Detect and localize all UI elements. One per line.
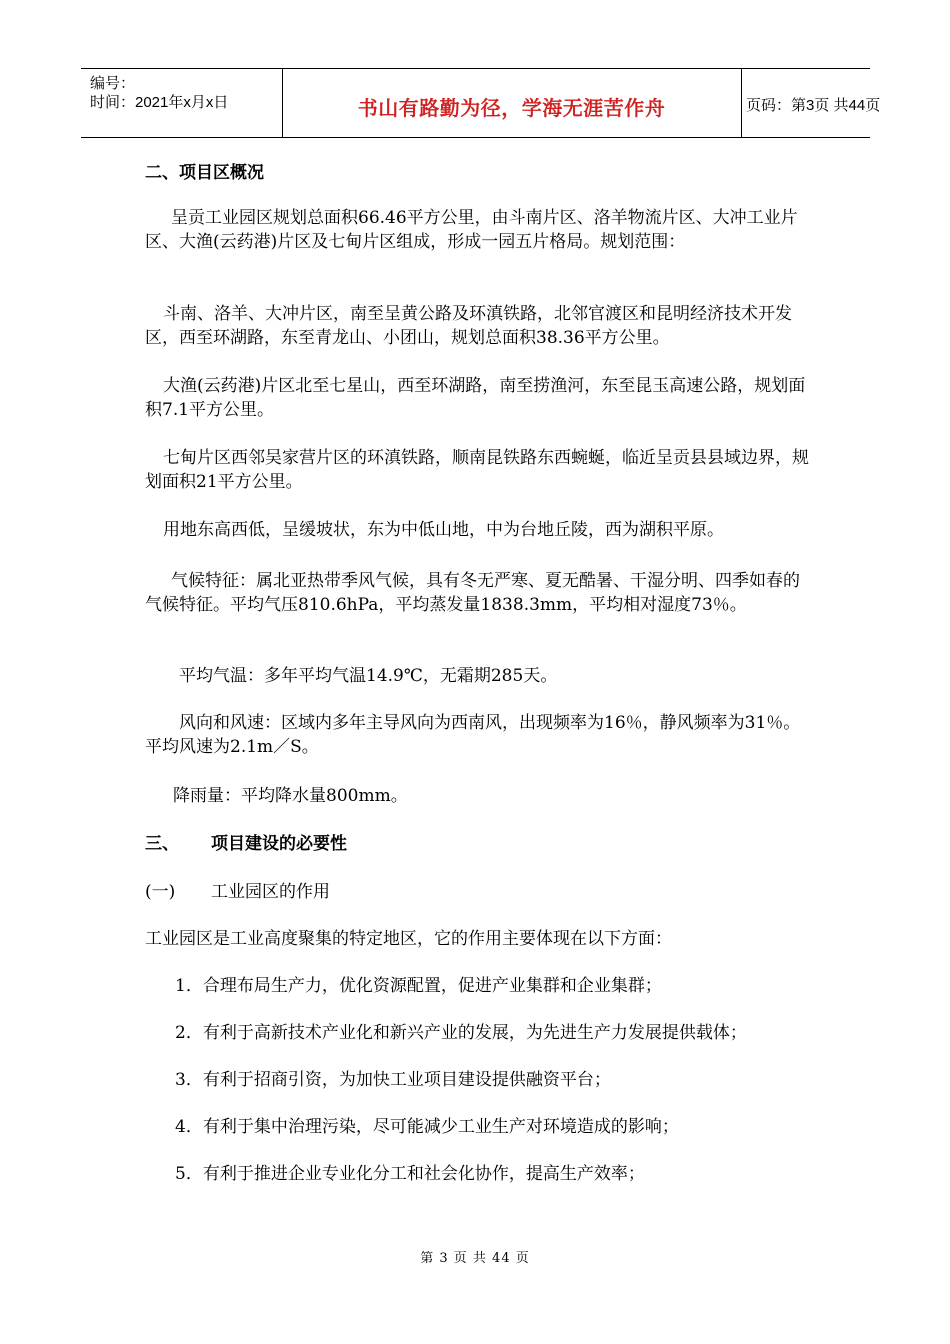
doc-number-label: 编号： [90,75,136,92]
subsection-1-number: (一) [145,882,176,902]
header-motto: 书山有路勤为径，学海无涯苦作舟 [357,98,666,120]
list-item: 3．有利于招商引资，为加快工业项目建设提供融资平台； [175,1070,611,1090]
paragraph-9: 降雨量：平均降水量800mm。 [173,786,408,806]
paragraph-7: 平均气温：多年平均气温14.9℃，无霜期285天。 [179,666,558,686]
paragraph-1: 呈贡工业园区规划总面积66.46平方公里，由斗南片区、洛羊物流片区、大冲工业片区、大渔(云药港)片区及七甸片区组成，形成一园五片格局。规划范围： [145,208,798,252]
paragraph-8: 风向和风速：区域内多年主导风向为西南风，出现频率为16％，静风频率为31％。平均风速为2.1m／S。 [145,713,801,757]
paragraph-4: 七甸片区西邻吴家营片区的环滇铁路，顺南昆铁路东西蜿蜒，临近呈贡县县域边界，规划面积21平方公里。 [145,448,809,492]
list-item: 5．有利于推进企业专业化分工和社会化协作，提高生产效率； [175,1164,645,1184]
paragraph-5: 用地东高西低，呈缓坡状，东为中低山地，中为台地丘陵，西为湖积平原。 [163,520,724,540]
header-page-info: 页码：第3页 共44页 [746,97,881,114]
section-3-heading: 项目建设的必要性 [211,834,347,854]
list-item: 1．合理布局生产力，优化资源配置，促进产业集群和企业集群； [175,976,662,996]
list-item: 4．有利于集中治理污染，尽可能减少工业生产对环境造成的影响； [175,1117,679,1137]
section-3-number: 三、 [145,834,179,854]
subsection-1-heading: 工业园区的作用 [211,882,330,902]
list-item: 2．有利于高新技术产业化和新兴产业的发展，为先进生产力发展提供载体； [175,1023,747,1043]
section-2-heading: 二、项目区概况 [145,163,264,183]
header-info-cell [81,69,283,137]
paragraph-6: 气候特征：属北亚热带季风气候，具有冬无严寒、夏无酷暑、干湿分明、四季如春的气候特征。平均气压810.6hPa，平均蒸发量1838.3mm，平均相对湿度73％。 [145,571,800,615]
header-motto-cell [282,69,742,137]
document-header [81,68,881,138]
page-footer: 第 3 页 共 44 页 [420,1251,530,1266]
paragraph-3: 大渔(云药港)片区北至七星山，西至环湖路，南至捞渔河，东至昆玉高速公路，规划面积7.1平方公里。 [145,376,806,420]
doc-time-label: 时间：2021年x月x日 [90,94,229,111]
header-page-cell [741,69,881,137]
paragraph-2: 斗南、洛羊、大冲片区，南至呈黄公路及环滇铁路，北邻官渡区和昆明经济技术开发区，西至环湖路，东至青龙山、小团山，规划总面积38.36平方公里。 [145,304,792,348]
paragraph-10: 工业园区是工业高度聚集的特定地区，它的作用主要体现在以下方面： [145,929,672,949]
